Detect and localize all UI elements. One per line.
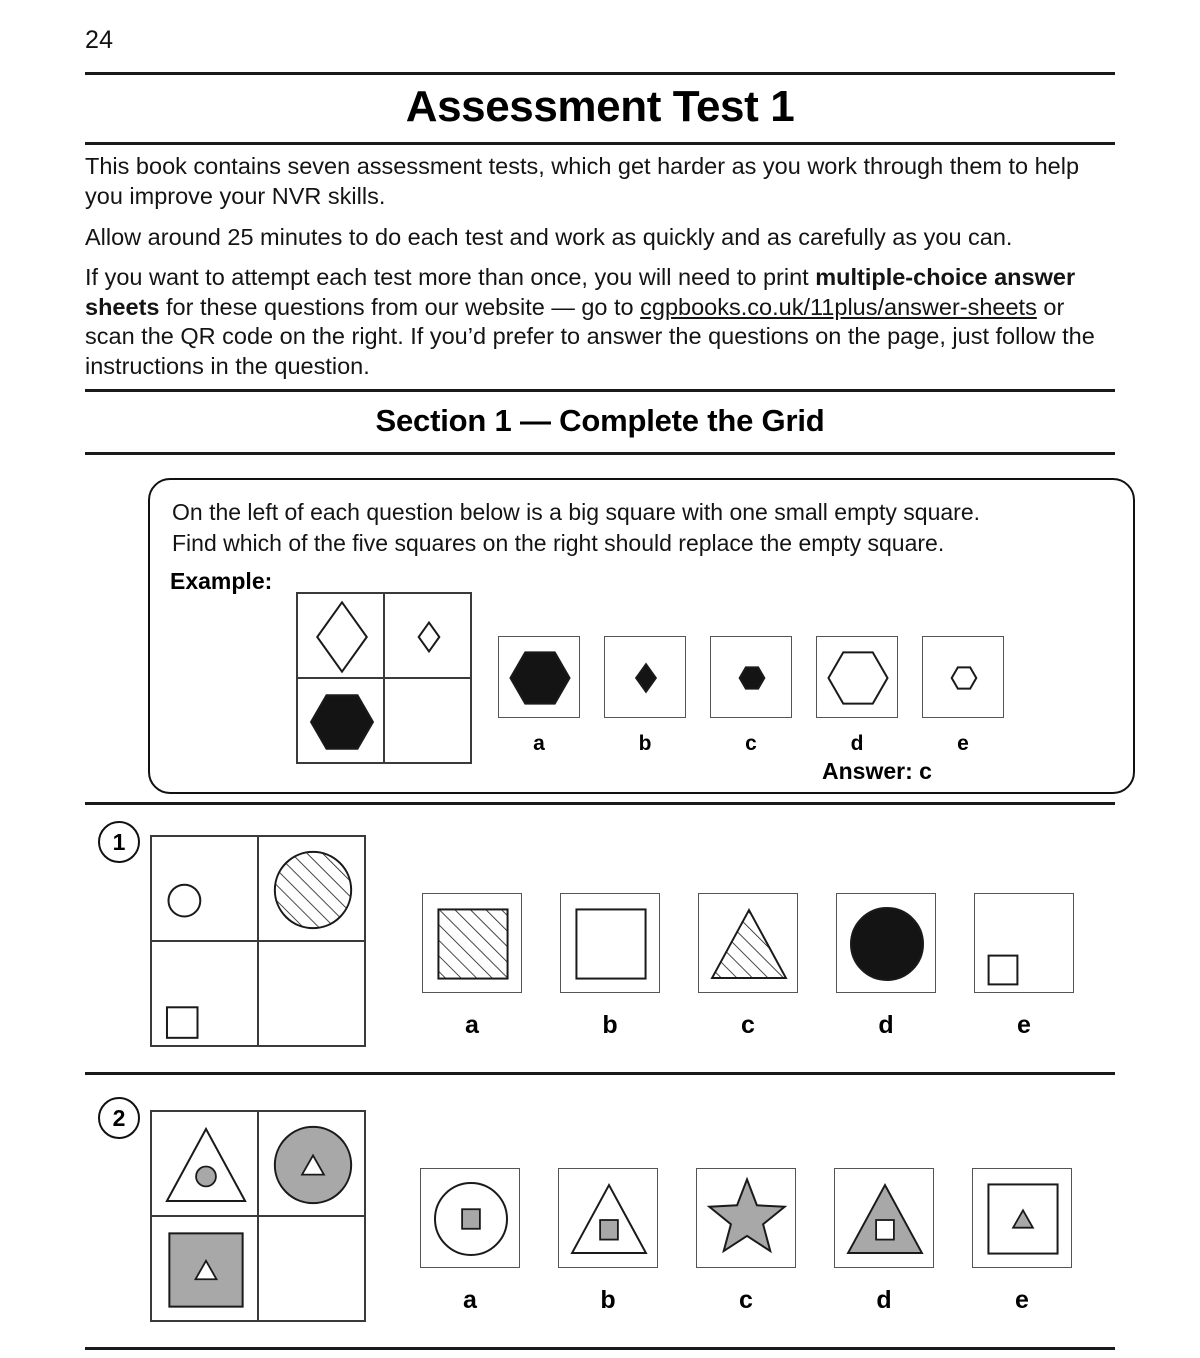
example-option-e[interactable] (922, 636, 1004, 718)
example-option-a[interactable] (498, 636, 580, 718)
question-1-grid (150, 835, 366, 1047)
question-2-option-a[interactable] (420, 1168, 520, 1268)
example-grid (296, 592, 472, 764)
example-option-d[interactable] (816, 636, 898, 718)
intro-p3-text-a: If you want to attempt each test more than once, you will need to print (85, 264, 816, 290)
question-1-option-b[interactable] (560, 893, 660, 993)
answer-sheets-link[interactable]: cgpbooks.co.uk/11plus/answer-sheets (640, 293, 1037, 320)
instruction-line-1: On the left of each question below is a big square with one small empty square. (172, 499, 981, 525)
question-2-cell-top-left (151, 1111, 258, 1216)
question-1-option-label-d: d (878, 1011, 894, 1039)
section-title: Section 1 — Complete the Grid (375, 403, 825, 438)
rule-bottom (85, 1347, 1115, 1350)
intro-p3-text-c: or scan the QR code on the right. If you’d prefer to answer the questions on the page, just follow the instructions in the question. (85, 293, 1095, 379)
intro-paragraph-3 (85, 263, 1120, 381)
example-option-label-d: d (850, 732, 864, 755)
example-cell-bottom-left (297, 678, 384, 763)
example-option-label-c: c (745, 732, 757, 755)
question-2-option-d[interactable] (834, 1168, 934, 1268)
instruction-text (172, 497, 1122, 559)
question-1-option-label-a: a (465, 1011, 479, 1039)
example-label: Example: (170, 568, 273, 594)
question-2-option-e[interactable] (972, 1168, 1072, 1268)
question-1-option-e[interactable] (974, 893, 1074, 993)
intro-p3-text-b: for these questions from our website — go to (159, 293, 641, 320)
intro-paragraph-1: This book contains seven assessment tests, which get harder as you work through them to help you improve your NVR skills. (85, 153, 1080, 209)
question-1-cell-bottom-left (151, 941, 258, 1046)
example-cell-top-left (297, 593, 384, 678)
example-cell-bottom-right (384, 678, 471, 763)
question-1-option-a[interactable] (422, 893, 522, 993)
question-1-option-label-e: e (1017, 1011, 1031, 1039)
instruction-line-2: Find which of the five squares on the right should replace the empty square. (172, 530, 945, 556)
example-answer-label: Answer: c (822, 758, 932, 784)
question-1-option-label-c: c (741, 1011, 755, 1039)
example-option-b[interactable] (604, 636, 686, 718)
intro-paragraph-2: Allow around 25 minutes to do each test and work as quickly and as carefully as you can. (85, 224, 1013, 250)
rule-below-example (85, 802, 1115, 805)
example-option-label-b: b (638, 732, 652, 755)
question-2-cell-bottom-right (258, 1216, 365, 1321)
question-1-cell-bottom-right (258, 941, 365, 1046)
example-option-label-e: e (957, 732, 969, 755)
question-2-option-label-d: d (876, 1286, 892, 1314)
question-1-cell-top-left (151, 836, 258, 941)
rule-below-question-1 (85, 1072, 1115, 1075)
question-1-option-label-b: b (602, 1011, 618, 1039)
question-2-option-label-a: a (463, 1286, 477, 1314)
question-2-option-label-c: c (739, 1286, 753, 1314)
question-2-option-label-e: e (1015, 1286, 1029, 1314)
rule-above-title (85, 72, 1115, 75)
page-title: Assessment Test 1 (405, 82, 795, 131)
question-number-2: 2 (98, 1097, 140, 1139)
question-2-option-b[interactable] (558, 1168, 658, 1268)
question-2-option-label-b: b (600, 1286, 616, 1314)
question-2-cell-bottom-left (151, 1216, 258, 1321)
question-number-1: 1 (98, 821, 140, 863)
question-2-option-c[interactable] (696, 1168, 796, 1268)
question-1-option-d[interactable] (836, 893, 936, 993)
rule-below-title (85, 142, 1115, 145)
question-2-cell-top-right (258, 1111, 365, 1216)
example-option-c[interactable] (710, 636, 792, 718)
question-1-cell-top-right (258, 836, 365, 941)
question-1-option-c[interactable] (698, 893, 798, 993)
example-option-label-a: a (533, 732, 545, 755)
question-2-grid (150, 1110, 366, 1322)
rule-above-section (85, 389, 1115, 392)
intro-p3-bold: multiple-choice answer sheets (85, 264, 1076, 320)
rule-below-section (85, 452, 1115, 455)
page-number: 24 (85, 26, 114, 54)
example-cell-top-right (384, 593, 471, 678)
